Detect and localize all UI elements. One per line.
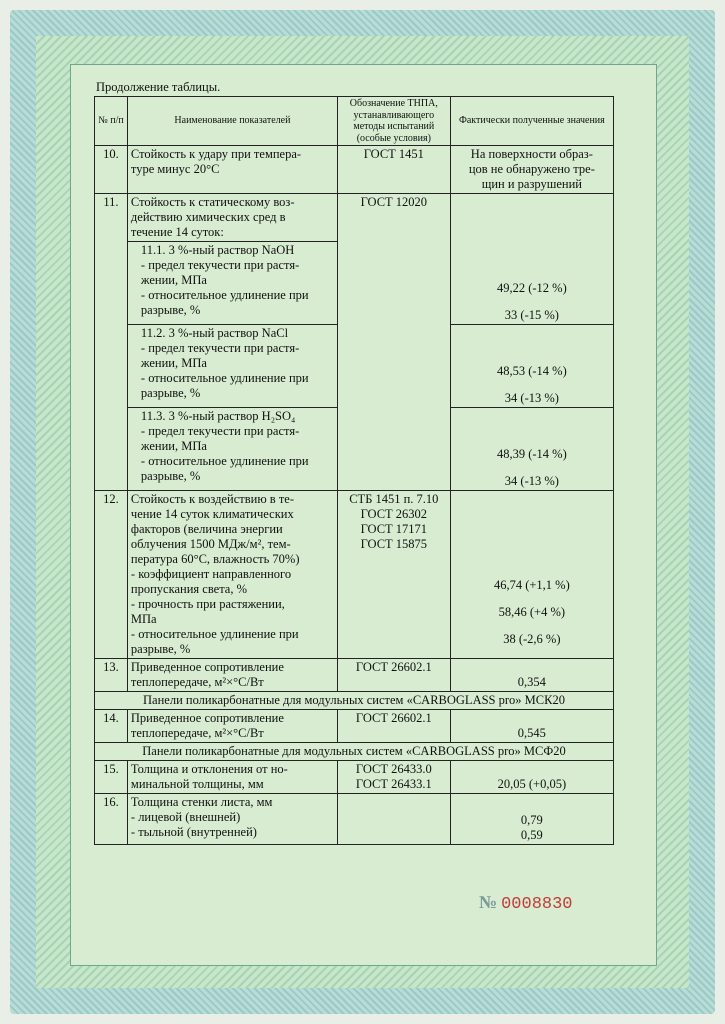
row-value: 0,79 0,59: [450, 793, 613, 844]
table-row: [95, 194, 614, 242]
section-row: [95, 742, 614, 760]
row-tnpa: ГОСТ 1451: [337, 146, 450, 194]
row-tnpa: ГОСТ 12020: [337, 194, 450, 491]
row-name: Стойкость к удару при темпера- туре минус 20°С: [127, 146, 337, 194]
row-value: На поверхности образ- цов не обнаружено тре- щин и разрушений: [450, 146, 613, 194]
row-name: 11.2. 3 %-ный раствор NaCl - предел текучести при растя- жении, МПа - относительное удлинение при разрыве, %: [127, 324, 337, 407]
row-value: 0,545: [450, 709, 613, 742]
row-name: 11.1. 3 %-ный раствор NaOH - предел текучести при растя- жении, МПа - относительное удлинение при разрыве, %: [127, 242, 337, 325]
section-title: Панели поликарбонатные для модульных систем «CARBOGLASS pro» МСФ20: [95, 742, 614, 760]
row-name: Приведенное сопротивление теплопередаче, м²×°С/Вт: [127, 658, 337, 691]
col-tnpa-header: Обозначение ТНПА, устанавливающего методы испытаний (особые условия): [337, 97, 450, 146]
table-header-row: [95, 97, 614, 146]
continuation-heading: Продолжение таблицы.: [96, 80, 221, 94]
col-name-header: Наименование показателей: [127, 97, 337, 146]
row-number: 12.: [95, 490, 128, 658]
row-value: 48,39 (-14 %) 34 (-13 %): [450, 407, 613, 490]
row-number: 14.: [95, 709, 128, 742]
table-row: [95, 490, 614, 658]
row-name: Стойкость к воздействию в те- чение 14 суток климатических факторов (величина энергии облучения 1500 МДж/м², тем- пература 60°С, влажность 70%) - коэффициент направленного пропускания света, % - прочность при растяжении, МПа - относительное удлинение при разрыве, %: [127, 490, 337, 658]
table-row: [95, 793, 614, 844]
row-value: 48,53 (-14 %) 34 (-13 %): [450, 324, 613, 407]
row-value: 0,354: [450, 658, 613, 691]
row-value: [450, 194, 613, 242]
row-tnpa: ГОСТ 26433.0 ГОСТ 26433.1: [337, 760, 450, 793]
row-number: 15.: [95, 760, 128, 793]
table-row: [95, 709, 614, 742]
row-name: Стойкость к статическому воз- действию химических сред в течение 14 суток:: [127, 194, 337, 242]
col-number-header: № п/п: [95, 97, 128, 146]
serial-digits: 0008830: [501, 895, 573, 914]
row-value: 49,22 (-12 %) 33 (-15 %): [450, 242, 613, 325]
row-value: 20,05 (+0,05): [450, 760, 613, 793]
row-name: Приведенное сопротивление теплопередаче, м²×°С/Вт: [127, 709, 337, 742]
row-name: 11.3. 3 %-ный раствор H₂SO₄ - предел текучести при растя- жении, МПа - относительное удлинение при разрыве, %: [127, 407, 337, 490]
row-name: Толщина и отклонения от но- минальной толщины, мм: [127, 760, 337, 793]
results-table: [94, 96, 614, 845]
row-tnpa: СТБ 1451 п. 7.10 ГОСТ 26302 ГОСТ 17171 ГОСТ 15875: [337, 490, 450, 658]
row-number: 16.: [95, 793, 128, 844]
row-tnpa: ГОСТ 26602.1: [337, 658, 450, 691]
row-number: 10.: [95, 146, 128, 194]
number-sign: №: [479, 892, 498, 912]
section-title: Панели поликарбонатные для модульных систем «CARBOGLASS pro» МСК20: [95, 691, 614, 709]
row-name: Толщина стенки листа, мм - лицевой (внешней) - тыльной (внутренней): [127, 793, 337, 844]
row-tnpa: [337, 793, 450, 844]
row-number: 11.: [95, 194, 128, 491]
section-row: [95, 691, 614, 709]
row-value: 46,74 (+1,1 %) 58,46 (+4 %) 38 (-2,6 %): [450, 490, 613, 658]
table-row: [95, 146, 614, 194]
row-tnpa: ГОСТ 26602.1: [337, 709, 450, 742]
serial-number: [479, 892, 573, 914]
document-body: [94, 80, 636, 845]
row-number: 13.: [95, 658, 128, 691]
table-row: [95, 760, 614, 793]
col-value-header: Фактически полученные значения: [450, 97, 613, 146]
table-row: [95, 658, 614, 691]
